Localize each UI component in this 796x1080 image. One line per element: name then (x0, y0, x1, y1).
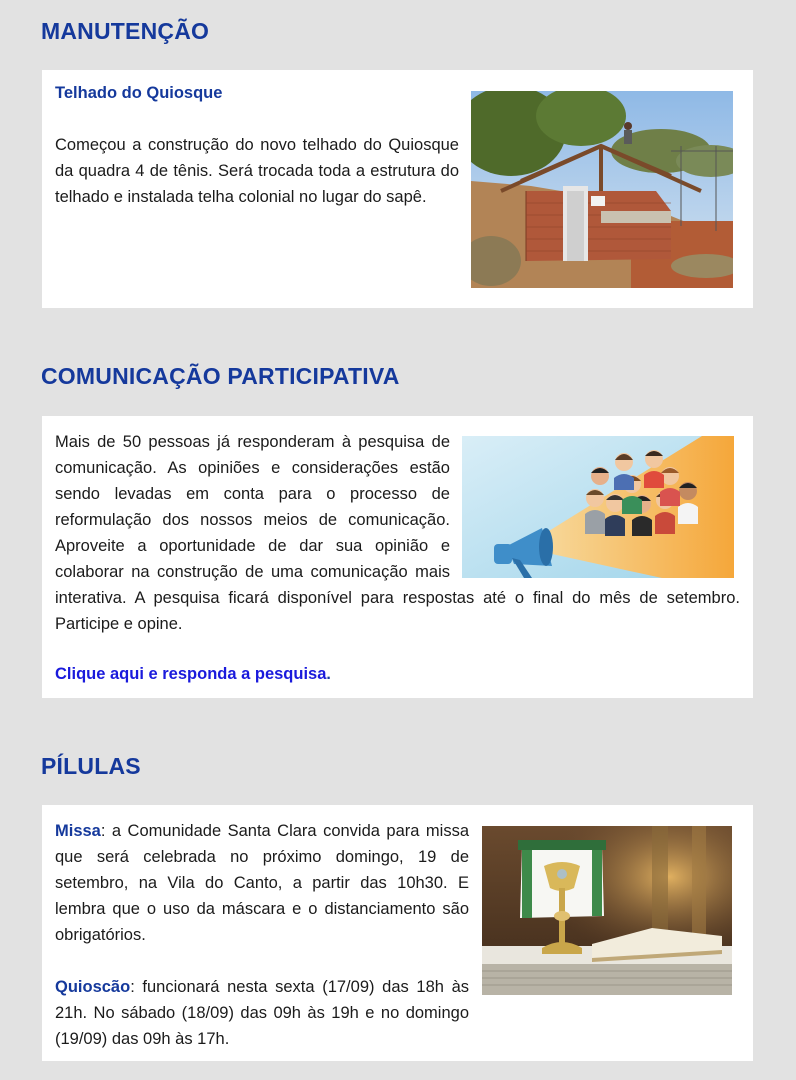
comunicacao-body: Mais de 50 pessoas já responderam à pesquisa de comunicação. As opiniões e considerações estão sendo levadas em conta para o processo de reformulação dos nossos meios de comunicação. Aproveite a oportunidade de dar sua opinião e colaborar na construção de uma comunicação mais interativa. A pesquisa ficará disponível para respostas até o final do mês de setembro. Participe e opine. (55, 433, 740, 633)
altar-chalice-photo (482, 826, 732, 995)
section-title-manutencao: MANUTENÇÃO (41, 18, 210, 44)
card-pilulas (42, 805, 753, 1061)
missa-text: : a Comunidade Santa Clara convida para missa que será celebrada no próximo domingo, 19 de setembro, na Vila do Canto, a partir das 10h30. E lembra que o uso da máscara e o distanciamento são obrigatórios. (55, 822, 469, 944)
manutencao-body: Começou a construção do novo telhado do Quiosque da quadra 4 de tênis. Será trocada toda a estrutura do telhado e instalada telha colonial no lugar do sapê. (55, 136, 459, 206)
survey-link[interactable]: Clique aqui e responda a pesquisa (55, 665, 327, 683)
survey-link-period: . (326, 666, 331, 683)
subtitle-telhado: Telhado do Quiosque (55, 84, 223, 102)
megaphone-illustration (462, 436, 734, 578)
quioscao-label: Quioscão (55, 978, 131, 996)
section-title-comunicacao: COMUNICAÇÃO PARTICIPATIVA (41, 363, 400, 389)
card-manutencao (42, 70, 753, 308)
quioscao-text: : funcionará nesta sexta (17/09) das 18h às 21h. No sábado (18/09) das 09h às 19h e no domingo (19/09) das 09h às 17h. (55, 978, 469, 1048)
section-title-pilulas: PÍLULAS (41, 753, 141, 779)
card-comunicacao (42, 416, 753, 698)
kiosk-roof-photo (471, 91, 733, 288)
missa-label: Missa (55, 822, 101, 840)
